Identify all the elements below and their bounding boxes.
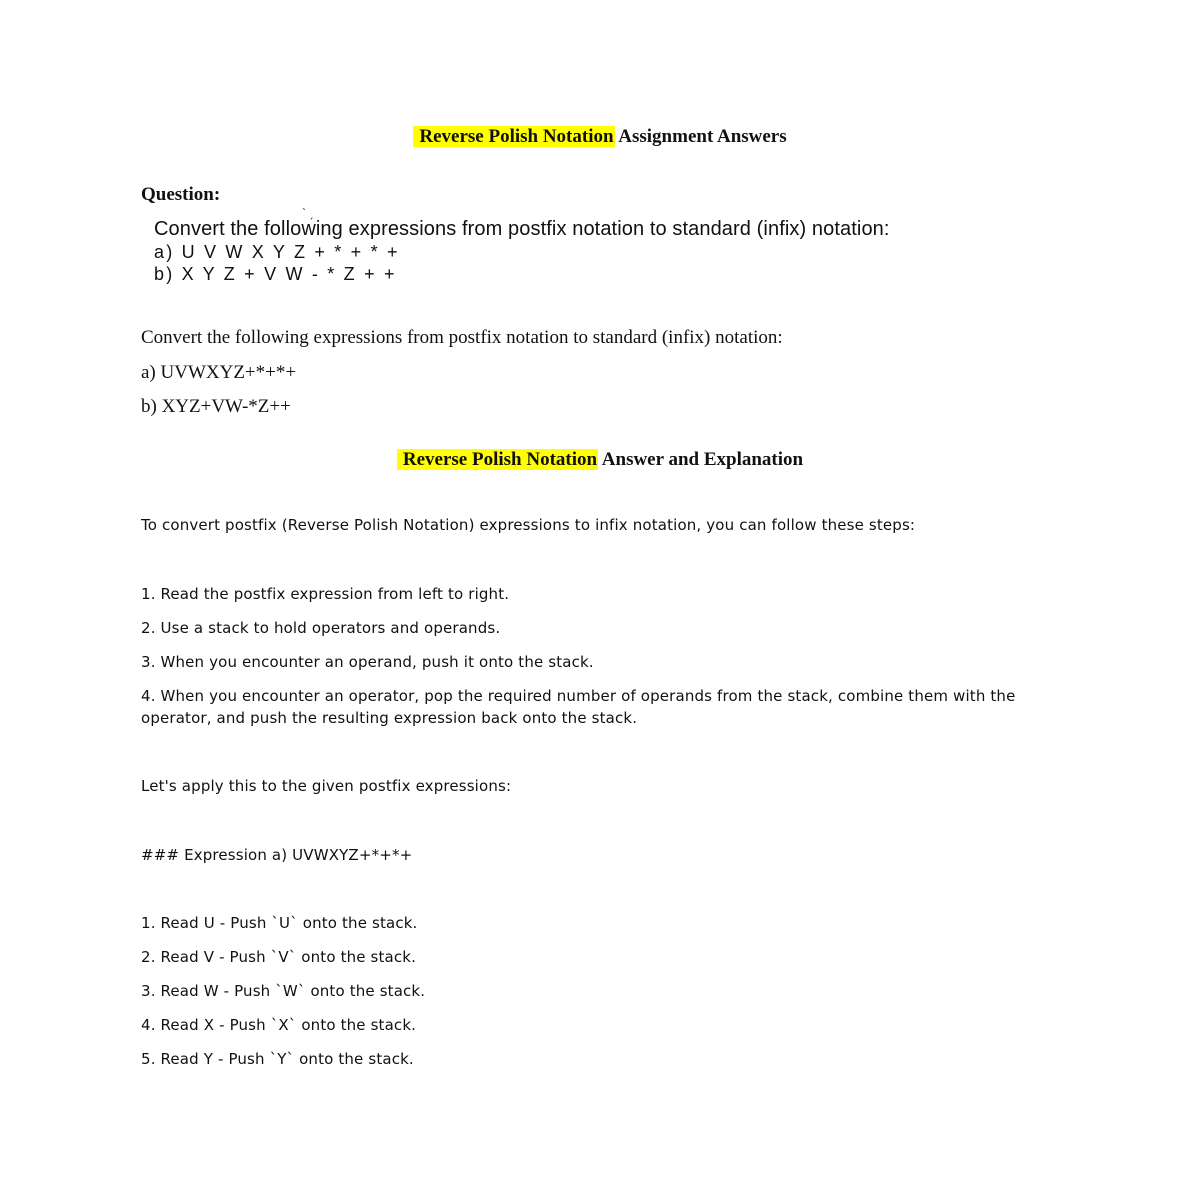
question-part-a: a) UVWXYZ+*+*+ xyxy=(141,362,297,383)
step-item: 2. Use a stack to hold operators and operands. xyxy=(141,619,501,637)
question-intro: Convert the following expressions from postfix notation to standard (infix) notation: xyxy=(141,327,783,348)
expression-step: 1. Read U - Push `U` onto the stack. xyxy=(141,914,418,932)
question-image-line-1: Convert the following expressions from postfix notation to standard (infix) notation: xyxy=(154,218,890,240)
document-title xyxy=(0,126,1200,148)
title-rest: Assignment Answers xyxy=(614,126,787,147)
step-item: 3. When you encounter an operand, push it onto the stack. xyxy=(141,653,594,671)
question-image-line-2: a) U V W X Y Z + * + * + xyxy=(154,242,400,262)
apply-paragraph: Let's apply this to the given postfix expressions: xyxy=(141,777,512,795)
question-part-b: b) XYZ+VW-*Z++ xyxy=(141,396,291,417)
step-item: 1. Read the postfix expression from left to right. xyxy=(141,585,510,603)
question-image-marks: ˋ ˏ xyxy=(302,206,314,220)
intro-paragraph: To convert postfix (Reverse Polish Notation) expressions to infix notation, you can follow these steps: xyxy=(141,516,916,534)
question-image xyxy=(148,206,1048,290)
step-item: 4. When you encounter an operator, pop the required number of operands from the stack, combine them with the operator, and push the resulting expression back onto the stack. xyxy=(141,687,1016,727)
expression-step: 3. Read W - Push `W` onto the stack. xyxy=(141,982,426,1000)
title-highlight: Reverse Polish Notation xyxy=(413,126,614,147)
answer-heading xyxy=(0,449,1200,471)
expression-step: 5. Read Y - Push `Y` onto the stack. xyxy=(141,1050,414,1068)
question-label: Question: xyxy=(141,184,221,205)
answer-heading-rest: Answer and Explanation xyxy=(598,449,804,470)
answer-heading-highlight: Reverse Polish Notation xyxy=(397,449,598,470)
expression-step: 2. Read V - Push `V` onto the stack. xyxy=(141,948,417,966)
question-image-line-3: b) X Y Z + V W - * Z + + xyxy=(154,264,397,284)
expression-step: 4. Read X - Push `X` onto the stack. xyxy=(141,1016,417,1034)
expression-a-heading: ### Expression a) UVWXYZ+*+*+ xyxy=(141,846,413,864)
